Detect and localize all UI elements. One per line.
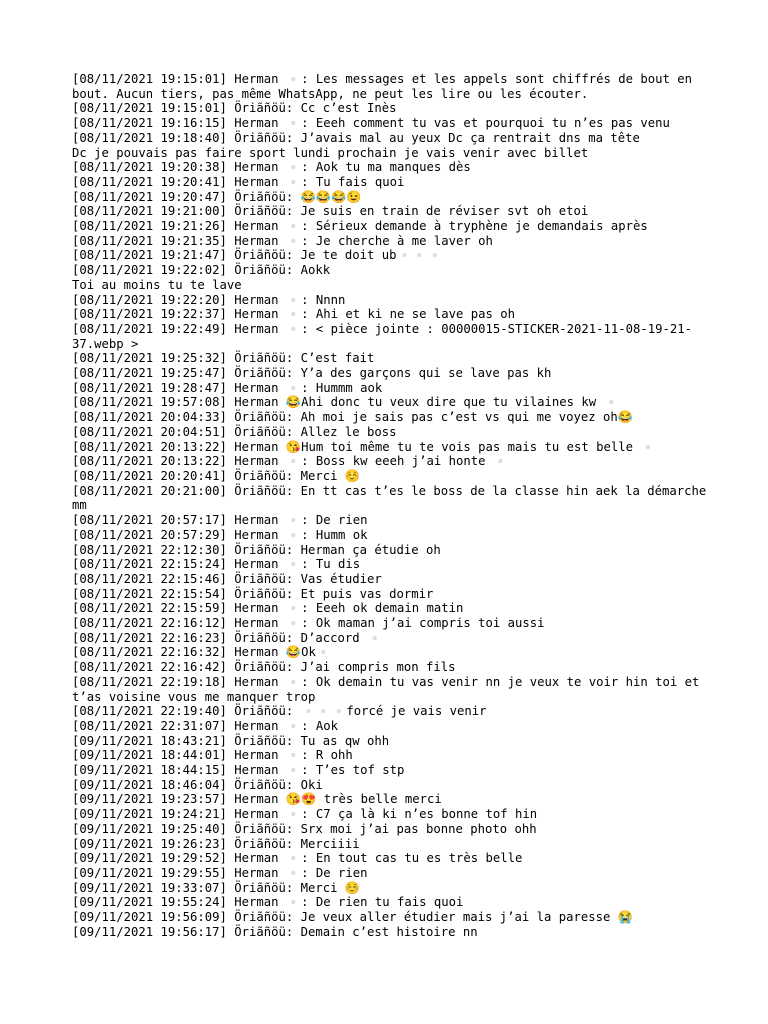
chat-line: [08/11/2021 22:16:12] Herman ▫️: Ok maman j’ai compris toi aussi (72, 616, 545, 631)
chat-line: [08/11/2021 19:21:00] Öriãñöü: Je suis en train de réviser svt oh etoi (72, 204, 589, 219)
chat-line: [08/11/2021 19:18:40] Öriãñöü: J’avais mal au yeux Dc ça rentrait dns ma tête (72, 130, 640, 145)
chat-line: [09/11/2021 19:33:07] Öriãñöü: Merci ☺️ (72, 880, 361, 895)
chat-line: [08/11/2021 19:20:41] Herman ▫️: Tu fais quoi (72, 174, 405, 189)
chat-line: [08/11/2021 20:57:17] Herman ▫️: De rien (72, 513, 368, 528)
chat-line: [09/11/2021 19:55:24] Herman ▫️: De rien tu fais quoi (72, 895, 464, 910)
chat-line: [09/11/2021 19:56:17] Öriãñöü: Demain c’est histoire nn (72, 924, 478, 939)
chat-line: [08/11/2021 22:15:24] Herman ▫️: Tu dis (72, 557, 361, 572)
chat-line: [08/11/2021 22:16:23] Öriãñöü: D’accord ▫️ (72, 630, 383, 645)
chat-line: [08/11/2021 19:57:08] Herman 😂Ahi donc tu veux dire que tu vilaines kw ▫️ (72, 395, 619, 410)
chat-line: [09/11/2021 19:29:55] Herman ▫️: De rien (72, 865, 368, 880)
chat-line: [08/11/2021 22:16:42] Öriãñöü: J’ai compris mon fils (72, 660, 456, 675)
chat-line: [08/11/2021 19:28:47] Herman ▫️: Hummm aok (72, 380, 383, 395)
chat-line: [08/11/2021 20:13:22] Herman 😘Hum toi même tu te vois pas mais tu est belle ▫️ (72, 439, 656, 454)
chat-line: [09/11/2021 19:26:23] Öriãñöü: Merciiii (72, 836, 360, 851)
chat-line: [09/11/2021 19:23:57] Herman 😘😍 très belle merci (72, 792, 442, 807)
chat-line: [08/11/2021 22:16:32] Herman 😂Ok▫️ (72, 645, 332, 660)
chat-line: [08/11/2021 19:22:37] Herman ▫️: Ahi et ki ne se lave pas oh (72, 307, 516, 322)
chat-line: [08/11/2021 20:20:41] Öriãñöü: Merci ☺️ (72, 468, 361, 483)
chat-line: [08/11/2021 22:19:18] Herman ▫️: Ok demain tu vas venir nn je veux te voir hin toi et t’as voisine vous me manquer trop (72, 674, 707, 704)
chat-line: [08/11/2021 19:16:15] Herman ▫️: Eeeh comment tu vas et pourquoi tu n’es pas venu (72, 116, 670, 131)
chat-line: [08/11/2021 19:20:47] Öriãñöü: 😂😂😂😉 (72, 189, 362, 204)
chat-line: [08/11/2021 19:20:38] Herman ▫️: Aok tu ma manques dès (72, 160, 471, 175)
chat-line: [08/11/2021 19:25:32] Öriãñöü: C’est fait (72, 351, 375, 366)
chat-line: [09/11/2021 19:29:52] Herman ▫️: En tout cas tu es très belle (72, 851, 523, 866)
chat-line: [08/11/2021 22:15:46] Öriãñöü: Vas étudier (72, 571, 382, 586)
chat-line: Dc je pouvais pas faire sport lundi prochain je vais venir avec billet (72, 145, 589, 160)
chat-line: [08/11/2021 19:15:01] Öriãñöü: Cc c’est Inès (72, 101, 397, 116)
chat-line: [08/11/2021 19:22:20] Herman ▫️: Nnnn (72, 292, 346, 307)
chat-line: [08/11/2021 19:25:47] Öriãñöü: Y’a des garçons qui se lave pas kh (72, 366, 552, 381)
chat-line: Toi au moins tu te lave (72, 277, 242, 292)
chat-line: [09/11/2021 19:25:40] Öriãñöü: Srx moi j’ai pas bonne photo ohh (72, 821, 537, 836)
chat-line: [08/11/2021 19:21:26] Herman ▫️: Sérieux demande à tryphène je demandais après (72, 219, 648, 234)
chat-line: [09/11/2021 18:44:01] Herman ▫️: R ohh (72, 748, 353, 763)
chat-line: [08/11/2021 19:21:47] Öriãñöü: Je te doit ub▫️▫️▫️ (72, 248, 443, 263)
chat-line: [08/11/2021 22:15:59] Herman ▫️: Eeeh ok demain matin (72, 601, 464, 616)
chat-line: [09/11/2021 18:43:21] Öriãñöü: Tu as qw ohh (72, 733, 390, 748)
chat-line: [08/11/2021 22:31:07] Herman ▫️: Aok (72, 718, 339, 733)
chat-line: [08/11/2021 19:21:35] Herman ▫️: Je cherche à me laver oh (72, 233, 493, 248)
chat-line: [08/11/2021 20:21:00] Öriãñöü: En tt cas t’es le boss de la classe hin aek la démarche mm (72, 483, 714, 513)
chat-line: [08/11/2021 22:19:40] Öriãñöü: ▫️▫️▫️forcé je vais venir (72, 704, 487, 719)
chat-line: [09/11/2021 19:56:09] Öriãñöü: Je veux aller étudier mais j’ai la paresse 😭 (72, 910, 634, 925)
chat-line: [08/11/2021 20:04:51] Öriãñöü: Allez le boss (72, 424, 397, 439)
chat-line: [09/11/2021 18:44:15] Herman ▫️: T’es tof stp (72, 763, 405, 778)
chat-line: [08/11/2021 22:15:54] Öriãñöü: Et puis vas dormir (72, 586, 434, 601)
chat-line: [09/11/2021 18:46:04] Öriãñöü: Oki (72, 777, 323, 792)
chat-line: [08/11/2021 20:04:33] Öriãñöü: Ah moi je sais pas c’est vs qui me voyez oh😂 (72, 410, 634, 425)
chat-line: [08/11/2021 19:22:02] Öriãñöü: Aokk (72, 263, 331, 278)
chat-line: [08/11/2021 22:12:30] Öriãñöü: Herman ça étudie oh (72, 542, 441, 557)
chat-line: [08/11/2021 19:22:49] Herman ▫️: < pièce jointe : 00000015-STICKER-2021-11-08-19-21-37.webp > (72, 321, 693, 351)
chat-line: [08/11/2021 20:13:22] Herman ▫️: Boss kw eeeh j’ai honte ▫️ (72, 454, 509, 469)
chat-line: [08/11/2021 19:15:01] Herman ▫️: Les messages et les appels sont chiffrés de bout en bout. Aucun tiers, pas même WhatsApp, ne peut les lire ou les écouter. (72, 72, 700, 101)
chat-line: [08/11/2021 20:57:29] Herman ▫️: Humm ok (72, 527, 368, 542)
chat-line: [09/11/2021 19:24:21] Herman ▫️: C7 ça là ki n’es bonne tof hin (72, 807, 538, 822)
chat-transcript (72, 72, 712, 939)
